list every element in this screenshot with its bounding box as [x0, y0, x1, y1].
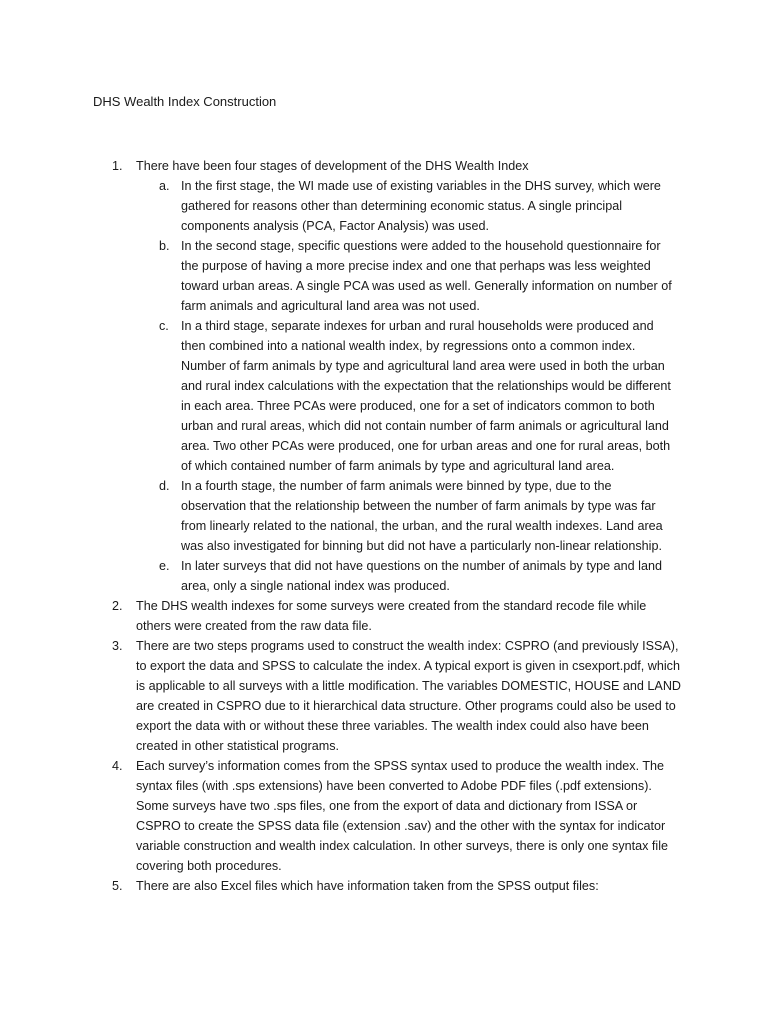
- list-item-number: 3.: [112, 639, 123, 653]
- list-item-text: There are also Excel files which have information taken from the SPSS output files:: [136, 879, 599, 893]
- list-item-text: There are two steps programs used to construct the wealth index: CSPRO (and previously ISSA), to export the data and SPSS to calculate the index. A typical export is given in csexport.pdf, which is applicable to all surveys with a little modification. The variables DOMESTIC, HOUSE and LAND are created in CSPRO due to it hierarchical data structure. Other programs could also be used to export the data with or without these three variables. The wealth index could also have been created in other statistical programs.: [136, 639, 682, 753]
- list-item-number: 5.: [112, 879, 123, 893]
- sublist-item-text: In the first stage, the WI made use of existing variables in the DHS survey, which were gathered for reasons other than determining economic status. A single principal components analysis (PCA, Factor Analysis) was used.: [181, 179, 661, 233]
- sublist-item-text: In later surveys that did not have questions on the number of animals by type and land area, only a single national index was produced.: [181, 559, 662, 593]
- list-item: [0, 156, 681, 596]
- list-item-number: 4.: [112, 759, 123, 773]
- sublist-item: [0, 556, 679, 596]
- list-item: [0, 596, 681, 636]
- list-item-number: 1.: [112, 159, 123, 173]
- list-item: [0, 756, 681, 876]
- list-item: [0, 876, 681, 896]
- sublist-item-letter: a.: [159, 179, 170, 193]
- sublist-item-letter: b.: [159, 239, 170, 253]
- sublist-item: [0, 316, 679, 476]
- sublist-item: [0, 236, 679, 316]
- sublist-item-letter: c.: [159, 319, 169, 333]
- lettered-sublist: [0, 176, 681, 596]
- sublist-item-text: In the second stage, specific questions were added to the household questionnaire for the purpose of having a more precise index and one that perhaps was less weighted toward urban areas. A single PCA was used as well. Generally information on number of farm animals and agricultural land area was not used.: [181, 239, 672, 313]
- list-item: [0, 636, 681, 756]
- numbered-list: [0, 156, 768, 896]
- sublist-item-letter: e.: [159, 559, 170, 573]
- list-item-text: The DHS wealth indexes for some surveys were created from the standard recode file while others were created from the raw data file.: [136, 599, 647, 633]
- list-item-text: Each survey’s information comes from the SPSS syntax used to produce the wealth index. The syntax files (with .sps extensions) have been converted to Adobe PDF files (.pdf extensions). Some surveys have two .sps files, one from the export of data and dictionary from ISSA or CSPRO to create the SPSS data file (extension .sav) and the other with the syntax for indicator variable construction and wealth index calculation. In other surveys, there is only one syntax file covering both procedures.: [136, 759, 669, 873]
- list-item-number: 2.: [112, 599, 123, 613]
- sublist-item-text: In a fourth stage, the number of farm animals were binned by type, due to the observation that the relationship between the number of farm animals by type was far from linearly related to the national, the urban, and the rural wealth indexes. Land area was also investigated for binning but did not have a particularly non-linear relationship.: [181, 479, 663, 553]
- sublist-item: [0, 476, 679, 556]
- sublist-item-text: In a third stage, separate indexes for urban and rural households were produced and then combined into a national wealth index, by regressions onto a common index. Number of farm animals by type and agricultural land area were used in both the urban and rural index calculations with the expectation that the relationships would be different in each area. Three PCAs were produced, one for a set of indicators common to both urban and rural areas, which did not contain number of farm animals or agricultural land area. Two other PCAs were produced, one for urban areas and one for rural areas, both of which contained number of farm animals by type and agricultural land area.: [181, 319, 671, 473]
- sublist-item: [0, 176, 679, 236]
- sublist-item-letter: d.: [159, 479, 170, 493]
- document-title: DHS Wealth Index Construction: [93, 94, 277, 109]
- list-item-text: There have been four stages of development of the DHS Wealth Index: [136, 159, 529, 173]
